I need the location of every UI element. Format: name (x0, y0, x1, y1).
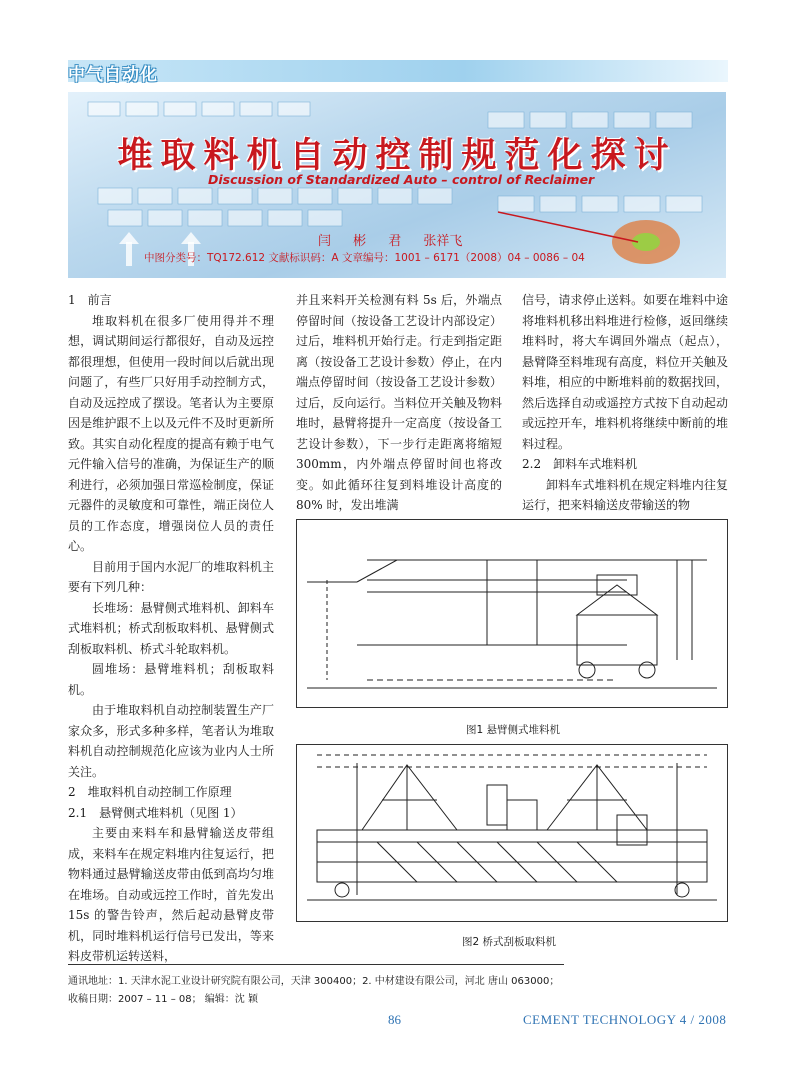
section-label: 中气自动化 (68, 65, 158, 85)
figure-1-stacker-drawing (296, 519, 728, 708)
journal-name: CEMENT TECHNOLOGY 4 / 2008 (523, 1012, 727, 1027)
section-tag (68, 60, 728, 85)
column-3 (522, 290, 728, 516)
figure-1-caption: 图1 悬臂侧式堆料机 (466, 724, 561, 736)
page-number: 86 (388, 1012, 401, 1027)
figure-2-caption: 图2 桥式刮板取料机 (462, 936, 557, 948)
footnote-divider (68, 964, 564, 965)
footnote-address: 通讯地址：1. 天津水泥工业设计研究院有限公司，天津 300400；2. 中材建设有限公司，河北 唐山 063000； (68, 976, 560, 987)
paragraph: 并且来料开关检测有料 5s 后，外端点停留时间（按设备工艺设计内部设定）过后，堆料机开始行走。行走到指定距离（按设备工艺设计参数）停止，在内端点停留时间（按设备工艺设计参数）过后，反向运行。当料位开关触及物料堆时，悬臂将提升一定高度（按设备工艺设计参数），下一步行走距离将缩短 300mm，内外端点停留时间也将改变。如此循环往复到料堆设计高度的 80% 时，发出堆满 (296, 293, 502, 512)
paragraph: 信号，请求停止送料。如要在堆料中途将堆料机移出料堆进行检修，返回继续堆料时，将大车调回外端点（起点），悬臂降至料堆现有高度，料位开关触及料堆，相应的中断堆料前的数据找回，然后选择自动或遥控方式按下自动起动或远控开车，堆料机将继续中断前的堆料过程。 (522, 293, 728, 451)
heading-section-2-1: 2.1 悬臂侧式堆料机（见图 1） (68, 805, 243, 820)
paragraph: 堆取料机在很多厂使用得并不理想，调试期间运行都很好，自动及远控都很理想，但使用一段时间以后就出现问题了，有些厂只好用手动控制方式，自动及远控成了摆设。笔者认为主要原因是维护跟不上以及元件不及时更新所致。其实自动化程度的提高有赖于电气元件输入信号的准确，为保证生产的顺利进行，必须加强日常巡检制度，保证元器件的灵敏度和可靠性，端正岗位人员的工作态度，增强岗位人员的责任心。 (68, 313, 274, 553)
article-title: 堆取料机自动控制规范化探讨 (117, 136, 677, 176)
classification-info: 中图分类号：TQ172.612 文献标识码：A 文章编号：1001 – 6171（2008）04 – 0086 – 04 (144, 252, 585, 264)
paragraph: 卸料车式堆料机在规定料堆内往复运行，把来料输送皮带输送的物 (522, 477, 728, 512)
paragraph: 由于堆取料机自动控制装置生产厂家众多，形式多种多样，笔者认为堆取料机自动控制规范化应该为业内人士所关注。 (68, 703, 274, 779)
column-1 (68, 290, 274, 967)
heading-section-2-2: 2.2 卸料车式堆料机 (522, 457, 638, 471)
paragraph: 目前用于国内水泥厂的堆取料机主要有下列几种： (68, 559, 274, 594)
paragraph: 主要由来料车和悬臂输送皮带组成，来料车在规定料堆内往复运行，把物料通过悬臂输送皮带由低到高均匀堆在堆场。自动或远控工作时，首先发出 15s 的警告铃声，然后起动悬臂皮带机，同时堆料机运行信号已发出，等来料皮带机运转送料， (68, 826, 274, 963)
column-2 (296, 290, 502, 516)
title-banner (68, 92, 726, 278)
paragraph: 圆堆场：悬臂堆料机；刮板取料机。 (68, 662, 274, 697)
figure-2-reclaimer-drawing (296, 744, 728, 922)
article-authors: 闫 彬 君 张祥飞 (318, 234, 463, 249)
figure-1-drawing (297, 520, 727, 707)
figure-2-drawing (297, 745, 727, 921)
article-subtitle: Discussion of Standardized Auto – control of Reclaimer (208, 172, 595, 187)
footnote-received: 收稿日期：2007 – 11 – 08； 编辑：沈 颖 (68, 994, 258, 1005)
heading-section-2: 2 堆取料机自动控制工作原理 (68, 785, 232, 799)
heading-introduction: 1 前言 (68, 293, 112, 307)
paragraph: 长堆场：悬臂侧式堆料机、卸料车式堆料机；桥式刮板取料机、悬臂侧式刮板取料机、桥式斗轮取料机。 (68, 600, 274, 656)
